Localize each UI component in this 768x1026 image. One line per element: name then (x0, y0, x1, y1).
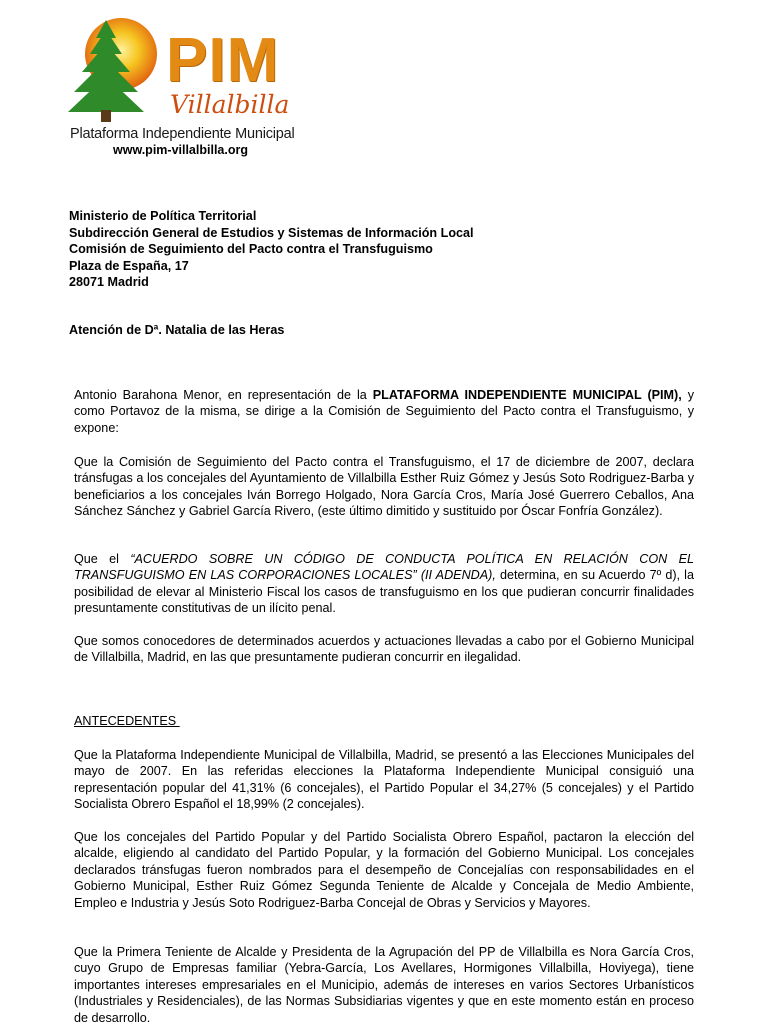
intro-paragraph (74, 387, 694, 436)
intro-pre: Antonio Barahona Menor, en representación de la (74, 388, 373, 402)
paragraph-5: Que los concejales del Partido Popular y del Partido Socialista Obrero Español, pactaron la elección del alcalde, eligiendo al candidato del Partido Popular, y la formación del Gobierno Municipal. Los concejales declarados tránsfugas fueron nombrados para el desempeño de Concejalías con responsabilidades en el Gobierno Municipal, Esther Ruiz Gómez Segunda Teniente de Alcalde y Concejala de Medio Ambiente, Empleo e Industria y Jesús Soto Rodriguez-Barba Concejal de Obras y Servicios y Mayores. (74, 830, 694, 910)
recipient-line: Subdirección General de Estudios y Sistemas de Información Local (69, 225, 474, 240)
paragraph-2-italic: “ACUERDO SOBRE UN CÓDIGO DE CONDUCTA POLÍTICA EN RELACIÓN CON EL TRANSFUGUISMO EN LAS CORPORACIONES LOCALES” (II ADENDA), (74, 552, 694, 583)
recipient-address (69, 208, 474, 291)
logo-brand-text: PIM (166, 26, 280, 95)
intro-post: y como Portavoz de la misma, se dirige a la Comisión de Seguimiento del Pacto contra el Transfuguismo, y expone: (74, 388, 695, 435)
recipient-line: Ministerio de Política Territorial (69, 209, 257, 223)
paragraph-2-pre: Que el (74, 552, 131, 566)
website-link[interactable]: www.pim-villalbilla.org (113, 143, 248, 157)
logo-organization-text: Plataforma Independiente Municipal (70, 126, 295, 142)
pim-logo (66, 16, 316, 161)
paragraph-2-post: determina, en su Acuerdo 7º d), la posibilidad de elevar al Ministerio Fiscal los casos de transfuguismo en los que pudieran concurrir finalidades presuntamente constitutivas de un ilícito penal. (74, 568, 694, 616)
recipient-line: 28071 Madrid (69, 275, 149, 289)
recipient-line: Comisión de Seguimiento del Pacto contra el Transfuguismo (69, 242, 433, 256)
paragraph-2 (74, 551, 694, 617)
paragraph-6: Que la Primera Teniente de Alcalde y Presidenta de la Agrupación del PP de Villalbilla es Nora García Cros, cuyo Grupo de Empresas familiar (Yebra-García, Los Avellares, Hormigones Villalbilla, Hoviyega), tiene importantes intereses empresariales en el Municipio, además de intereses en varios Sectores Urbanísticos (Industriales y Residenciales), de las Normas Subsidiarias vigentes y que en este momento están en proceso de desarrollo. (74, 945, 694, 1025)
logo-town-text: Villalbilla (170, 90, 290, 119)
sun-and-tree-icon (66, 16, 176, 124)
attention-line: Atención de Dª. Natalia de las Heras (69, 323, 285, 337)
paragraph-3: Que somos conocedores de determinados acuerdos y actuaciones llevadas a cabo por el Gobierno Municipal de Villalbilla, Madrid, en las que presuntamente pudieran concurrir en ilegalidad. (74, 634, 694, 665)
recipient-line: Plaza de España, 17 (69, 258, 189, 273)
paragraph-4: Que la Plataforma Independiente Municipal de Villalbilla, Madrid, se presentó a las Elecciones Municipales del mayo de 2007. En las referidas elecciones la Plataforma Independiente Municipal consiguió una representación popular del 41,31% (6 concejales), el Partido Popular el 34,27% (5 concejales) y el Partido Socialista Obrero Español el 18,99% (2 concejales). (74, 748, 694, 812)
intro-bold: PLATAFORMA INDEPENDIENTE MUNICIPAL (PIM), (372, 388, 682, 402)
paragraph-1: Que la Comisión de Seguimiento del Pacto contra el Transfuguismo, el 17 de diciembre de 2007, declara tránsfugas a los concejales del Ayuntamiento de Villalbilla Esther Ruiz Gómez y Jesús Soto Rodriguez-Barba y beneficiarios a los concejales Iván Borrego Holgado, Nora García Cros, María José Guerrero Ceballos, Ana Sánchez Sánchez y Gabriel García Rivero, (este último dimitido y sustituido por Óscar Fonfría González). (74, 455, 694, 519)
antecedentes-heading: ANTECEDENTES (74, 714, 180, 728)
